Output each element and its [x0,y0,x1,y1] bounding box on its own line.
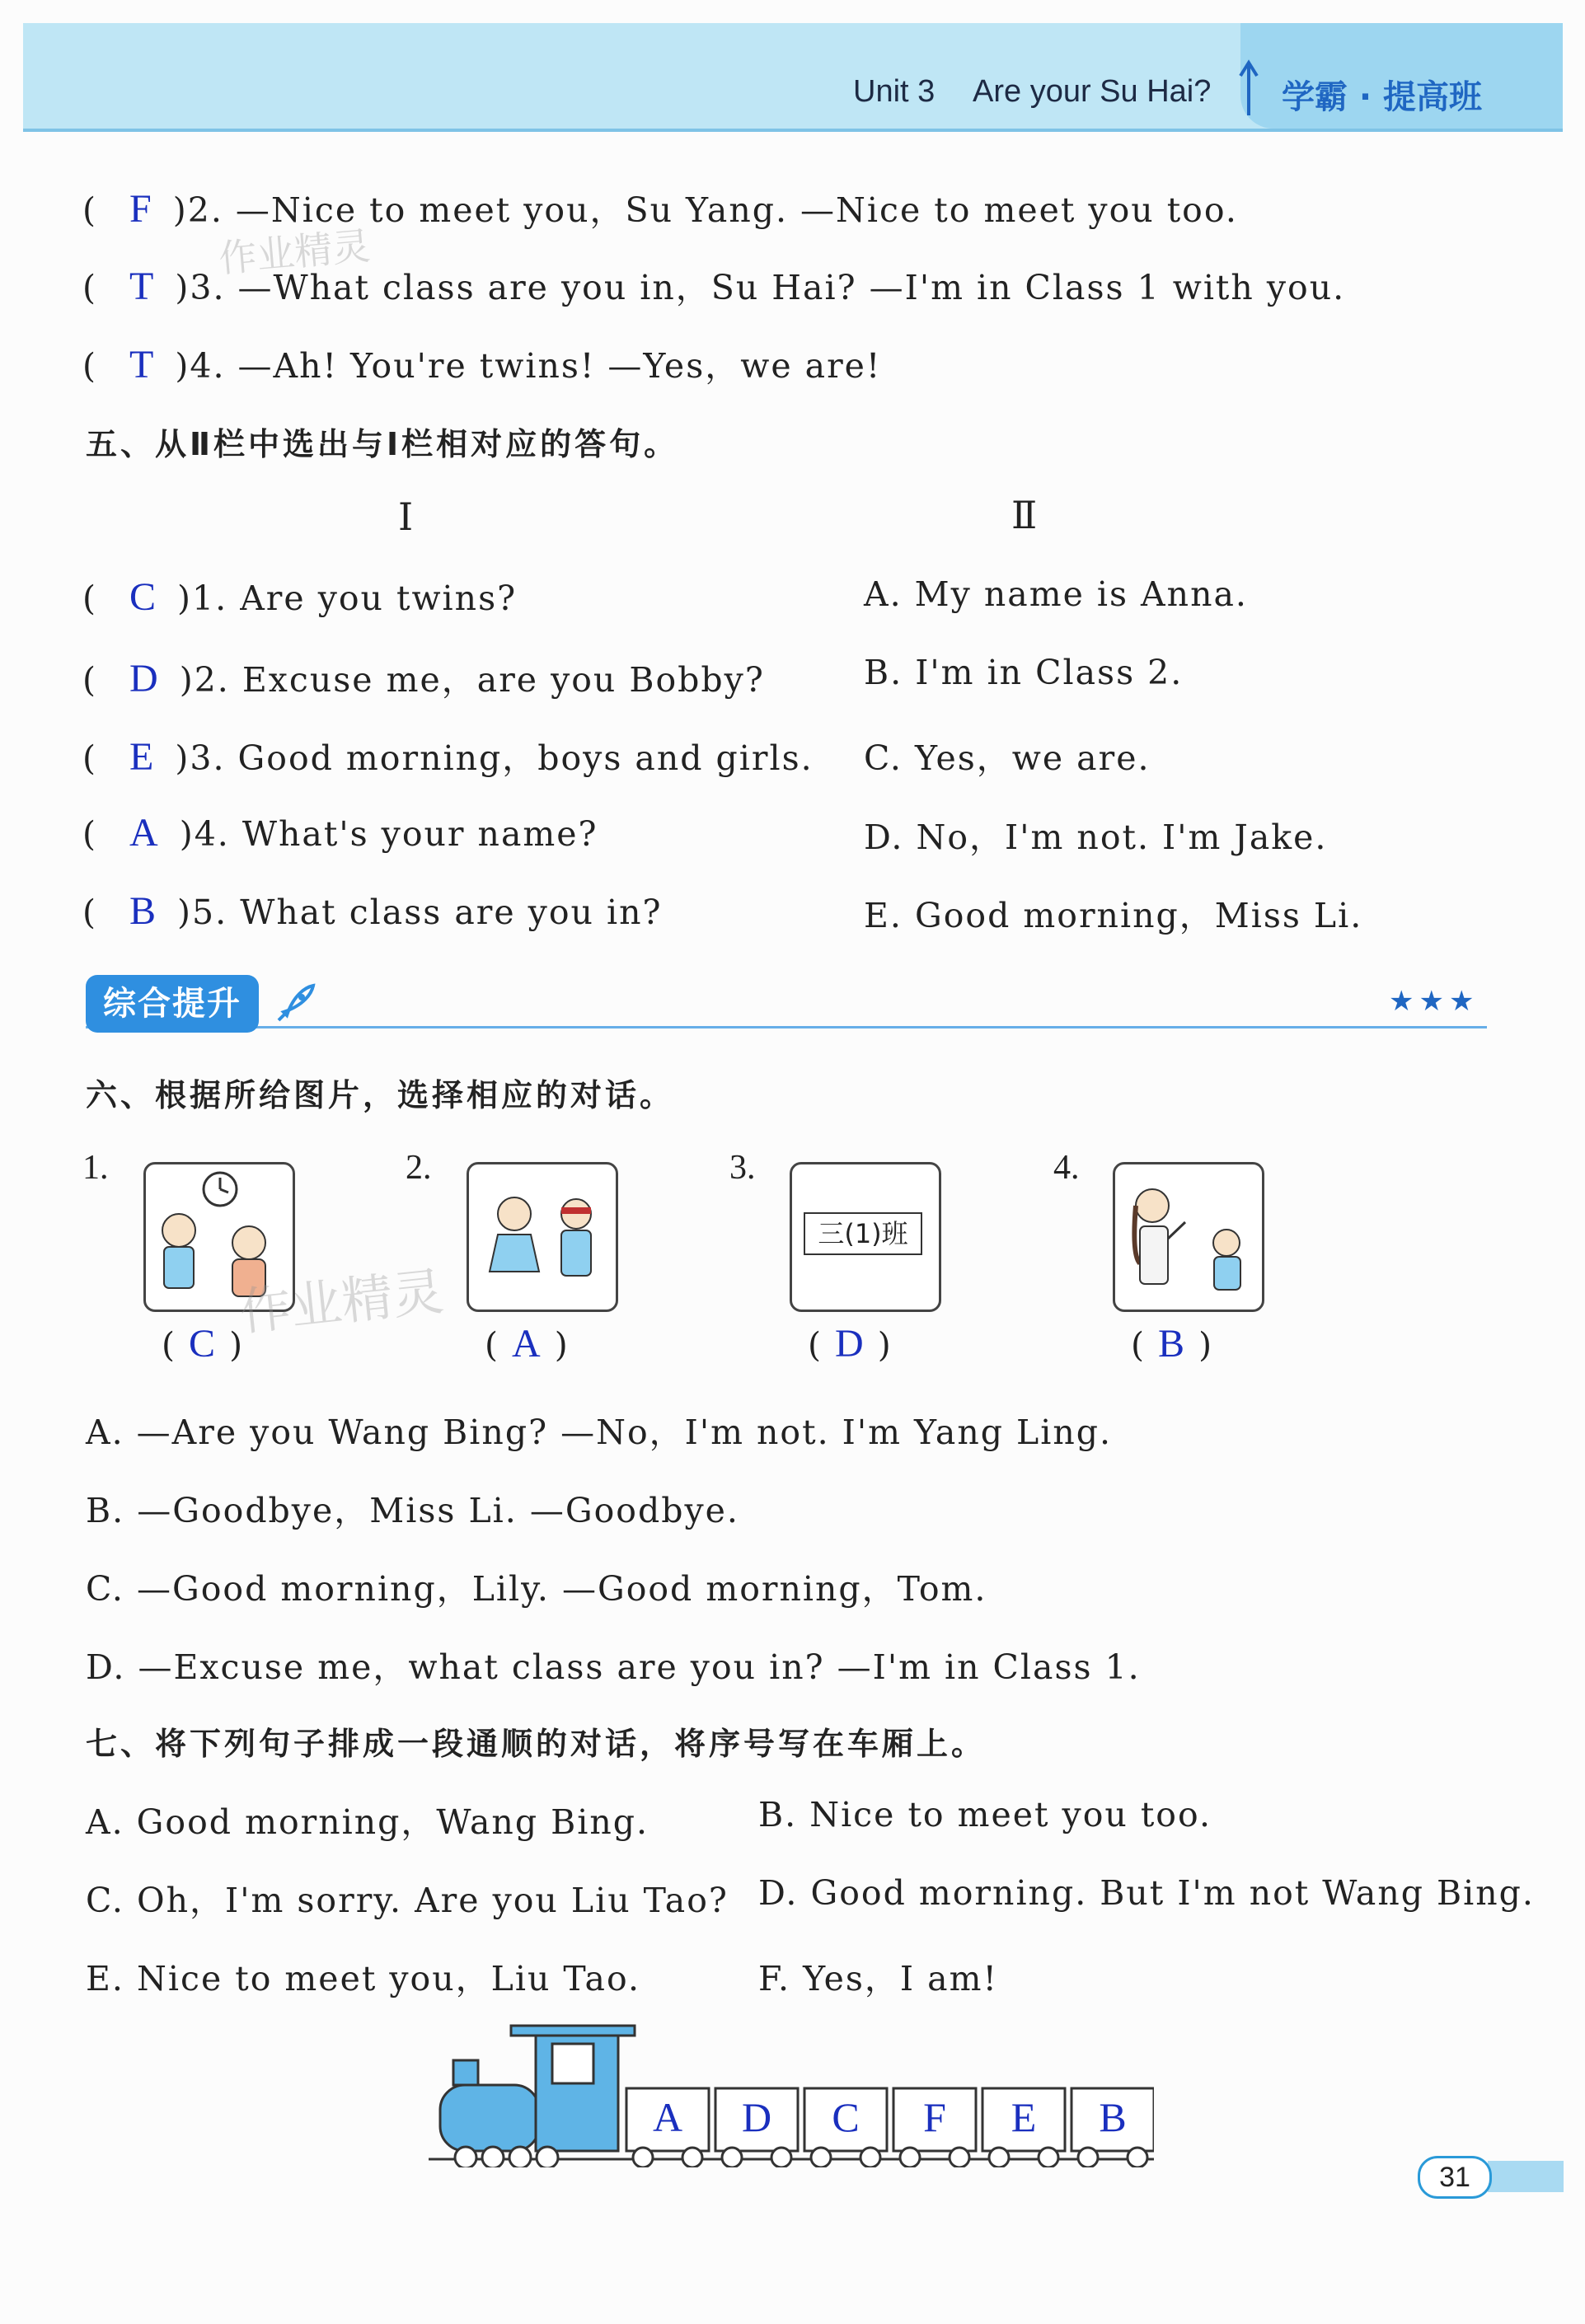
question-text: )3. Good morning，boys and girls. [175,738,814,778]
tf-text: )2. —Nice to meet you，Su Yang. —Nice to meet you too. [172,190,1238,230]
answer-mark: E [129,735,156,779]
answer-mark: C [189,1322,218,1366]
answer-mark: T [129,265,156,308]
column-2-label: Ⅱ [1011,493,1038,537]
answer-mark: F [129,187,153,231]
tf-text: )3. —What class are you in，Su Hai? —I'm in Class 1 with you. [175,268,1346,307]
train-car-letter: A [652,2094,683,2140]
match-question: ( B )5. What class are you in? [82,889,663,933]
match-question: ( E )3. Good morning，boys and girls. [82,735,814,779]
train-car [893,2088,976,2167]
match-question: ( C )1. Are you twins? [82,575,518,619]
answer-mark: D [835,1322,865,1366]
question-text: )5. What class are you in? [177,893,663,932]
answer-mark: C [129,575,158,619]
match-question: ( D )2. Excuse me，are you Bobby? [82,657,765,700]
match-answer: C. Yes，we are. [864,738,1151,778]
match-answer: B. I'm in Class 2. [864,653,1184,692]
picture-answer: ( B ) [1131,1322,1214,1366]
answer-mark: B [129,889,158,933]
watermark: 作业精灵 [237,1261,447,1342]
train-car [804,2088,887,2167]
header-title: Are your Su Hai? [973,74,1212,109]
section5-heading: 五、从Ⅱ栏中选出与Ⅰ栏相对应的答句。 [86,426,679,462]
answer-mark: T [129,343,156,387]
blindfold-game-illustration [469,1164,616,1310]
dialogue-option: B. —Goodbye，Miss Li. —Goodbye. [86,1491,739,1530]
picture-answer: ( C ) [162,1322,245,1366]
section7-heading: 七、将下列句子排成一段通顺的对话，将序号写在车厢上。 [86,1726,987,1762]
match-question: ( A )4. What's your name? [82,811,598,855]
match-answer: D. No，I'm not. I'm Jake. [864,818,1328,857]
answer-mark: A [129,811,160,855]
answer-mark: D [129,657,160,700]
sentence-option: B. Nice to meet you too. [758,1795,1212,1834]
question-text: )1. Are you twins? [177,579,518,618]
question-text: )2. Excuse me，are you Bobby? [179,660,765,700]
brand-logo-text: 学霸 · 提高班 [1282,78,1483,116]
match-answer: E. Good morning，Miss Li. [864,896,1363,935]
difficulty-stars: ★★★ [1389,985,1479,1018]
train-illustration [429,2019,1154,2167]
picture-card-classroom [790,1162,941,1312]
sentence-option: E. Nice to meet you，Liu Tao. [86,1959,640,1998]
header-unit: Unit 3 [853,74,936,109]
page-number: 31 [1418,2156,1492,2199]
train-cars [618,2088,1154,2167]
train-car-letter: B [1099,2094,1127,2140]
picture-answer: ( D ) [808,1322,893,1366]
tf-text: )4. —Ah! You're twins! —Yes，we are! [175,346,882,386]
goodbye-illustration [1115,1164,1262,1310]
picture-answer: ( A ) [485,1322,570,1366]
train-car-letter: E [1011,2094,1037,2140]
match-answer: A. My name is Anna. [864,574,1248,614]
train-car-letter: C [832,2094,860,2140]
train-car [982,2088,1065,2167]
tf-item: ( T )4. —Ah! You're twins! —Yes，we are! [82,343,882,387]
sentence-option: A. Good morning，Wang Bing. [86,1802,649,1842]
picture-card-goodbye [1113,1162,1264,1312]
answer-mark: B [1158,1322,1187,1366]
sentence-option: F. Yes，I am! [758,1959,998,1998]
train-car-letter: D [741,2094,772,2140]
question-text: )4. What's your name? [179,814,598,854]
sentence-option: C. Oh，I'm sorry. Are you Liu Tao? [86,1881,729,1920]
train-car [1072,2088,1154,2167]
train-car [715,2088,798,2167]
picture-number: 2. [406,1149,432,1187]
rocket-icon [270,979,320,1028]
picture-number: 4. [1053,1149,1080,1187]
tf-item: ( F )2. —Nice to meet you，Su Yang. —Nice to meet you too. [82,187,1238,231]
section-badge: 综合提升 [86,975,259,1033]
dialogue-option: D. —Excuse me，what class are you in? —I'm in Class 1. [86,1647,1141,1687]
picture-card-guess [467,1162,618,1312]
section6-heading: 六、根据所给图片，选择相应的对话。 [86,1077,675,1113]
locomotive [429,2026,635,2167]
column-1-label: Ⅰ [398,494,414,539]
class-sign: 三(1)班 [804,1212,922,1255]
train-car-letter: F [923,2094,946,2140]
dialogue-option: C. —Good morning，Lily. —Good morning，Tom. [86,1569,987,1609]
picture-number: 1. [82,1149,109,1187]
train-car [626,2088,709,2167]
sentence-option: D. Good morning. But I'm not Wang Bing. [758,1873,1535,1913]
dialogue-option: A. —Are you Wang Bing? —No，I'm not. I'm Yang Ling. [86,1413,1113,1452]
arrow-up-icon [1236,59,1261,117]
picture-number: 3. [729,1149,756,1187]
page-number-band [1488,2161,1564,2192]
tf-item: ( T )3. —What class are you in，Su Hai? —I'm in Class 1 with you. [82,265,1346,308]
watermark: 作业精灵 [217,223,373,281]
answer-mark: A [512,1322,542,1366]
